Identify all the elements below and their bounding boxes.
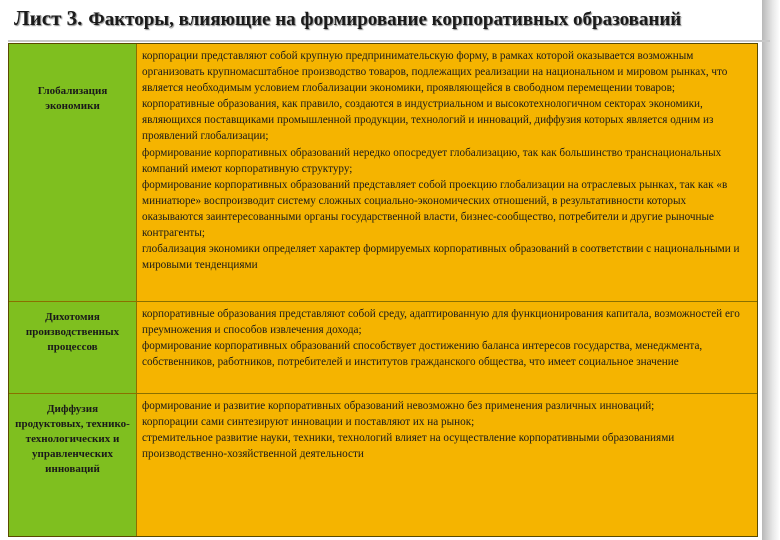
factor-cell [9, 302, 137, 393]
table-row [9, 302, 757, 394]
description-cell [137, 302, 757, 393]
slide-title [14, 6, 754, 34]
factor-label: Диффузия продуктовых, технико-технологических и управленческих инноваций [15, 403, 130, 475]
right-edge-stripe [762, 0, 780, 540]
slide-title-number: Лист 3. [14, 6, 83, 30]
description-line: глобализация экономики определяет характер формируемых корпоративных образований в соответствии с национальными и мировыми тенденциями [142, 243, 740, 272]
description-line: корпорации сами синтезируют инновации и поставляют их на рынок; [142, 416, 475, 429]
table-row [9, 394, 757, 536]
description-line: корпоративные образования, как правило, создаются в индустриальном и высокотехнологичном секторах экономики, являющихся поставщиками промышленной продукции, технологий и инноваций, диффузия которых является одним из проявлений глобализации; [142, 98, 714, 143]
factor-label: Дихотомия производственных процессов [25, 311, 120, 353]
description-line: корпорации представляют собой крупную предпринимательскую форму, в рамках которой оказывается возможным организовать крупномасштабное производство товаров, подлежащих реализации на национальном и мировом рынках, что является необходимым условием глобализации экономики, проявляющейся в свободном перемещении товаров; [142, 50, 728, 95]
description-cell [137, 394, 757, 536]
description-line: корпоративные образования представляют собой среду, адаптированную для функционирования капитала, возможностей его преумножения и способов извлечения дохода; [142, 308, 740, 337]
description-line: стремительное развитие науки, техники, технологий влияет на осуществление корпоративными образованиями производственно-хозяйственной деятельности [142, 432, 675, 461]
title-divider [8, 40, 770, 42]
description-line: формирование и развитие корпоративных образований невозможно без применения различных инноваций; [142, 400, 655, 412]
description-line: формирование корпоративных образований представляет собой проекцию глобализации на отраслевых рынках, так как «в миниатюре» воспроизводит систему сложных социально-экономических отношений, в результативности которых оказываются заинтересованными органы государственной власти, бизнес-сообщество, потребители и другие рыночные контрагенты; [142, 178, 728, 240]
table-row [9, 44, 757, 302]
slide-title-text: Факторы, влияющие на формирование корпоративных образований [88, 9, 682, 30]
factor-cell [9, 44, 137, 301]
factor-cell [9, 394, 137, 536]
factor-label: Глобализация экономики [37, 85, 108, 112]
description-line: формирование корпоративных образований нередко опосредует глобализацию, так как большинство транснациональных компаний имеют корпоративную структуру; [142, 146, 722, 175]
description-line: формирование корпоративных образований способствует достижению баланса интересов государства, менеджмента, собственников, работников, потребителей и институтов гражданского общества, что имеет социальное значение [142, 340, 703, 369]
factors-table [8, 43, 758, 537]
description-cell [137, 44, 757, 301]
